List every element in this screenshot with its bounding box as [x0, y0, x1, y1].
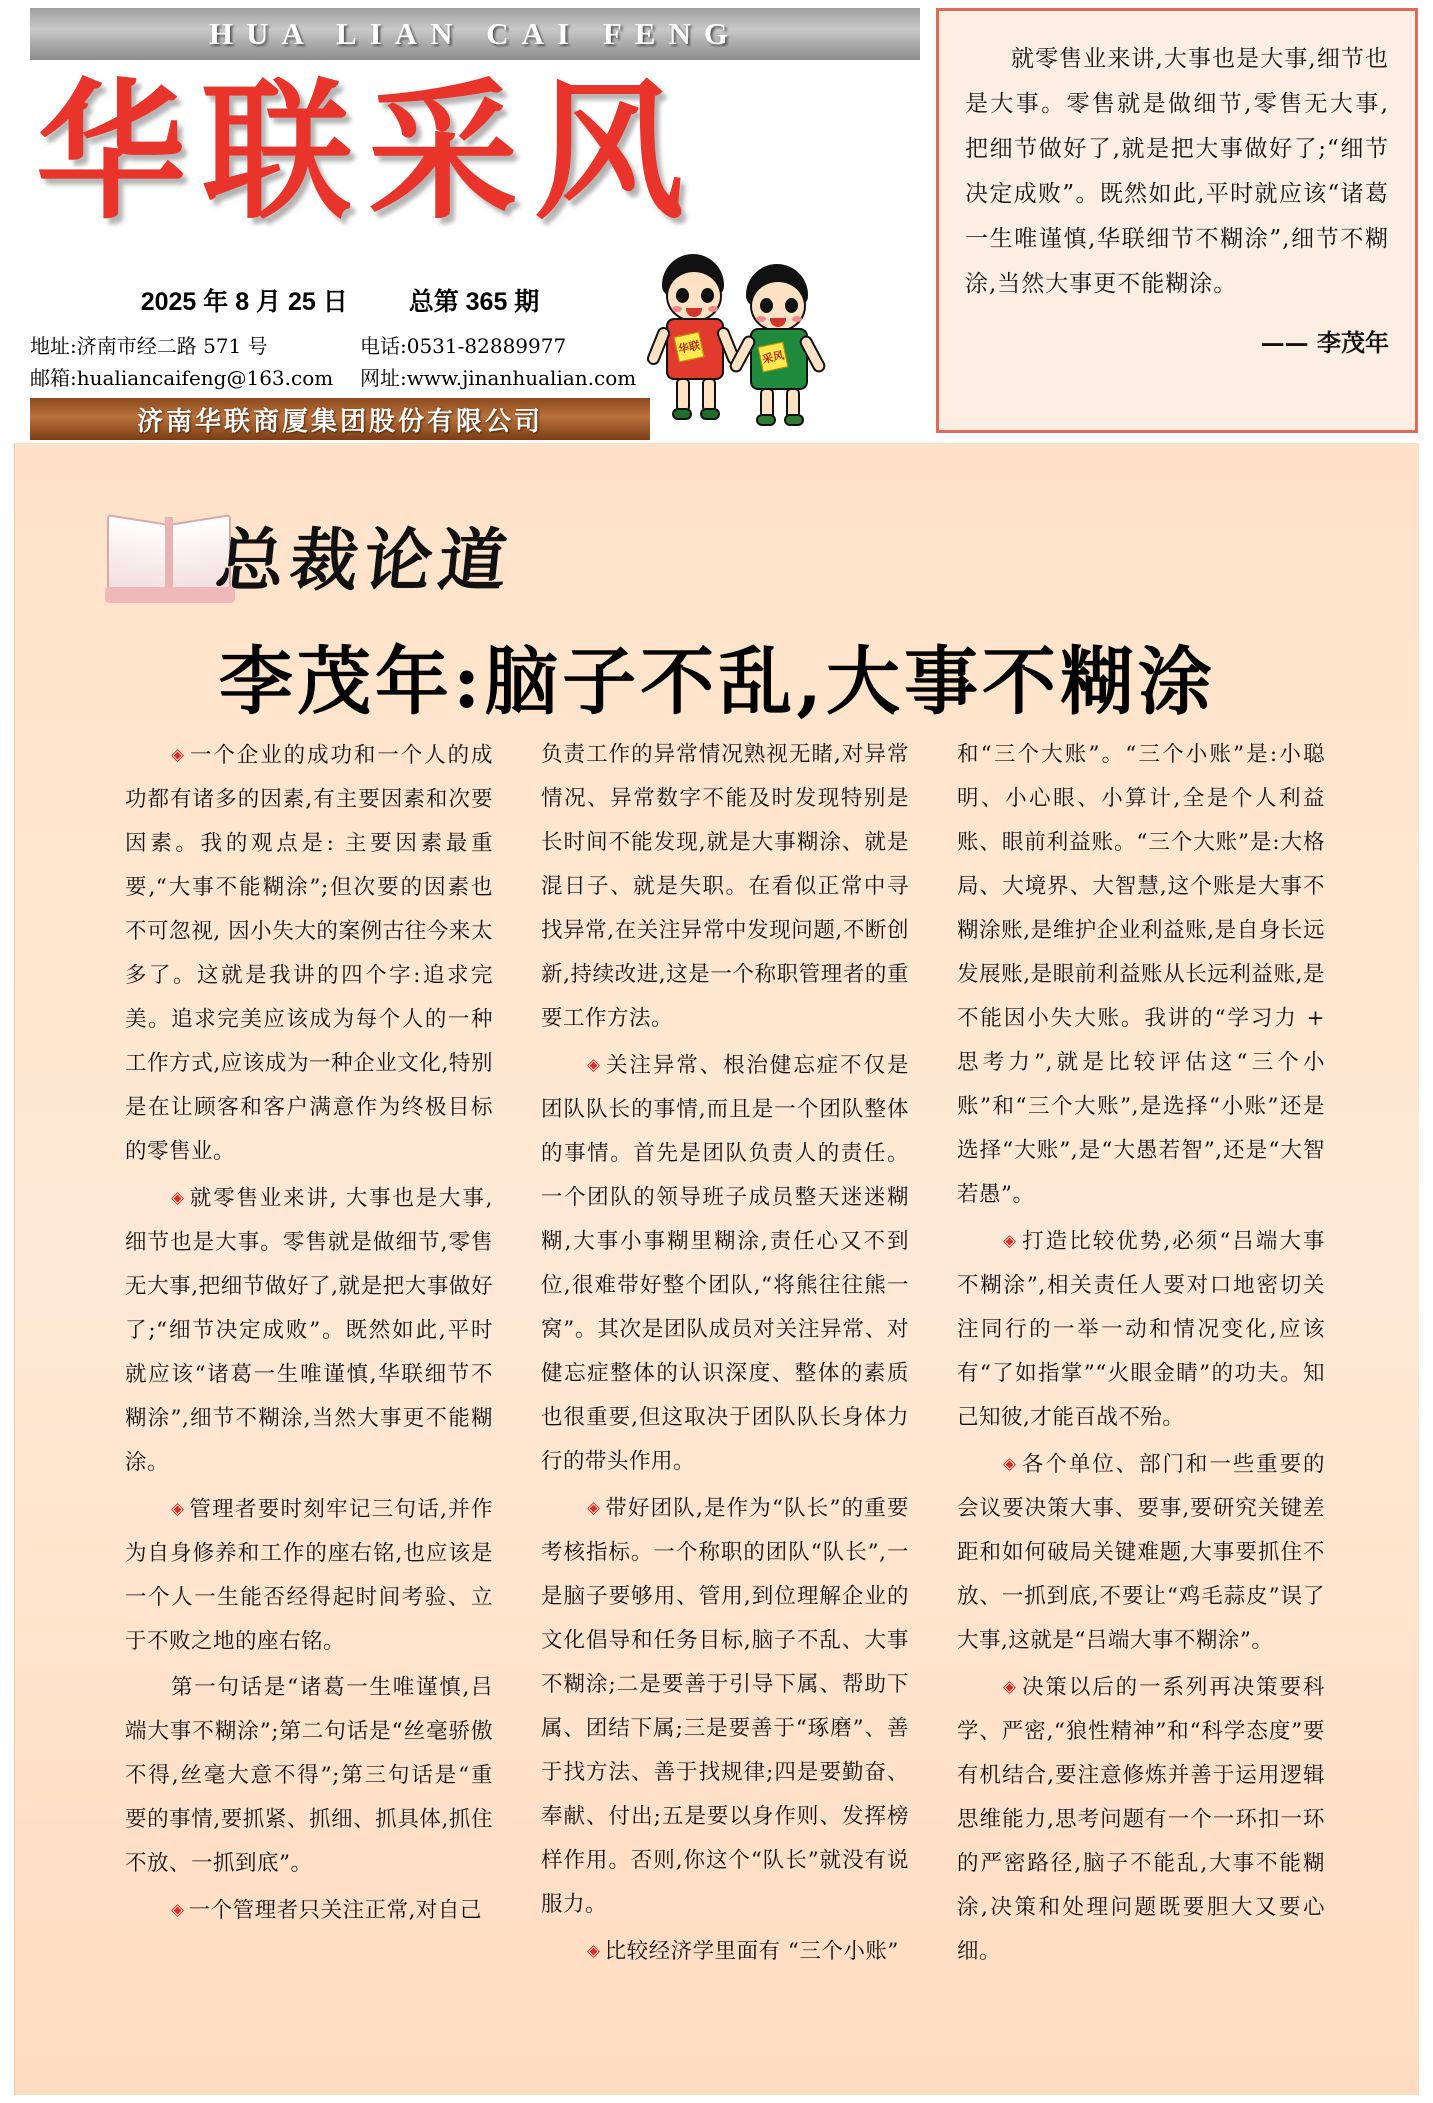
paragraph — [541, 1486, 909, 1927]
paragraph — [125, 1176, 493, 1485]
mascot-left-icon — [648, 252, 743, 440]
paragraph — [957, 1665, 1325, 1974]
diamond-bullet-icon: ◈ — [1003, 1231, 1017, 1251]
paragraph-text: 一个企业的成功和一个人的成功都有诸多的因素,有主要因素和次要因素。我的观点是: 主要因素最重要,“大事不能糊涂”;但次要的因素也不可忽视, 因小失大的案例古往今来太多了。这就是我讲的四个字:追求完美。追求完美应该成为每个人的一种工作方式,应该成为一种企业文化,特别是在让顾客和客户满意作为终极目标的零售业。 — [125, 743, 493, 1164]
diamond-bullet-icon: ◈ — [171, 745, 185, 765]
masthead-company-name: 济南华联商厦集团股份有限公司 — [136, 406, 543, 437]
masthead-company-bar — [30, 398, 650, 440]
pull-quote-box — [936, 8, 1418, 433]
paragraph-text: 比较经济学里面有 “三个小账” — [604, 1939, 899, 1964]
paragraph — [125, 1888, 493, 1933]
paragraph — [957, 733, 1325, 1217]
paragraph-text: 负责工作的异常情况熟视无睹,对异常情况、异常数字不能及时发现特别是长时间不能发现,就是大事糊涂、就是混日子、就是失职。在看似正常中寻找异常,在关注异常中发现问题,不断创新,持续改进,这是一个称职管理者的重要工作方法。 — [541, 742, 909, 1031]
masthead-email: 邮箱:hualiancaifeng@163.com — [30, 366, 334, 390]
masthead-website[interactable]: 网址:www.jinanhualian.com — [360, 366, 637, 390]
paragraph-text: 带好团队,是作为“队长”的重要考核指标。一个称职的团队“队长”,一是脑子要够用、管用,到位理解企业的文化倡导和任务目标,脑子不乱、大事不糊涂;二是要善于引导下属、帮助下属、团结下属;三是要善于“琢磨”、善于找方法、善于找规律;四是要勤奋、奉献、付出;五是要以身作则、发挥榜样作用。否则,你这个“队长”就没有说服力。 — [541, 1496, 909, 1917]
diamond-bullet-icon: ◈ — [587, 1055, 601, 1075]
article-columns — [125, 733, 1325, 2073]
masthead-address: 地址:济南市经二路 571 号 — [30, 334, 268, 358]
mascot-right-badge: 采风 — [758, 342, 789, 373]
diamond-bullet-icon: ◈ — [171, 1900, 185, 1920]
page-footer-space — [0, 2095, 1433, 2103]
section-title: 总裁论道 — [212, 521, 517, 601]
diamond-bullet-icon: ◈ — [587, 1941, 601, 1961]
article-body — [14, 443, 1419, 2095]
paragraph — [957, 1219, 1325, 1440]
paragraph — [541, 1043, 909, 1484]
masthead-pinyin-text: HUA LIAN CAI FENG — [209, 16, 741, 51]
paragraph-text: 决策以后的一系列再决策要科学、严密,“狼性精神”和“科学态度”要有机结合,要注意修炼并善于运用逻辑思维能力,思考问题有一个一环扣一环的严密路径,脑子不能乱,大事不能糊涂,决策和处理问题既要胆大又要心细。 — [957, 1675, 1325, 1964]
diamond-bullet-icon: ◈ — [1003, 1677, 1017, 1697]
pull-quote-author: —— 李茂年 — [1260, 328, 1389, 357]
masthead — [0, 0, 920, 443]
paragraph-text: 和“三个大账”。“三个小账”是:小聪明、小心眼、小算计,全是个人利益账、眼前利益账。“三个大账”是:大格局、大境界、大智慧,这个账是大事不糊涂账,是维护企业利益账,是自身长远发展账,是眼前利益账从长远利益账,是不能因小失大账。我讲的“学习力 + 思考力”,就是比较评估这“三个小账”和“三个大账”,是选择“小账”还是选择“大账”,是“大愚若智”,还是“大智若愚”。 — [957, 742, 1325, 1207]
diamond-bullet-icon: ◈ — [587, 1498, 601, 1518]
paragraph — [125, 1487, 493, 1664]
paragraph-text: 关注异常、根治健忘症不仅是团队队长的事情,而且是一个团队整体的事情。首先是团队负责人的责任。一个团队的领导班子成员整天迷迷糊糊,大事小事糊里糊涂,责任心又不到位,很难带好整个团队,“将熊往往熊一窝”。其次是团队成员对关注异常、对健忘症整体的认识深度、整体的素质也很重要,但这取决于团队队长身体力行的带头作用。 — [541, 1053, 909, 1474]
paragraph-text: 管理者要时刻牢记三句话,并作为自身修养和工作的座右铭,也应该是一个人一生能否经得起时间考验、立于不败之地的座右铭。 — [125, 1497, 493, 1654]
diamond-bullet-icon: ◈ — [1003, 1454, 1017, 1474]
masthead-date-row — [30, 282, 650, 318]
mascot-right-icon — [732, 262, 827, 440]
mascot-illustration — [648, 252, 838, 440]
page-title: 李茂年:脑子不乱,大事不糊涂 — [218, 639, 1217, 725]
paragraph-text: 就零售业来讲, 大事也是大事, 细节也是大事。零售就是做细节,零售无大事,把细节做好了,就是把大事做好了;“细节决定成败”。既然如此,平时就应该“诸葛一生唯谨慎,华联细节不糊涂”,细节不糊涂,当然大事更不能糊涂。 — [125, 1186, 493, 1475]
masthead-contact-block — [30, 330, 670, 394]
mascot-left-badge: 华联 — [674, 332, 705, 363]
paragraph — [541, 733, 909, 1041]
masthead-title: 华联采风 — [36, 64, 701, 240]
paragraph-text: 第一句话是“诸葛一生唯谨慎,吕端大事不糊涂”;第二句话是“丝毫骄傲不得,丝毫大意不得”;第三句话是“重要的事情,要抓紧、抓细、抓具体,抓住不放、一抓到底”。 — [125, 1675, 493, 1876]
paragraph — [125, 1666, 493, 1886]
paragraph — [957, 1442, 1325, 1663]
diamond-bullet-icon: ◈ — [171, 1188, 185, 1208]
masthead-issue: 总第 365 期 — [408, 288, 540, 316]
paragraph — [541, 1929, 909, 1974]
paragraph-text: 打造比较优势,必须“吕端大事不糊涂”,相关责任人要对口地密切关注同行的一举一动和情况变化,应该有“了如指掌”“火眼金睛”的功夫。知己知彼,才能百战不殆。 — [957, 1229, 1325, 1430]
article-column-3 — [957, 733, 1325, 2073]
article-column-1 — [125, 733, 493, 2073]
diamond-bullet-icon: ◈ — [171, 1499, 185, 1519]
section-logo — [105, 483, 525, 613]
masthead-date: 2025 年 8 月 25 日 — [140, 288, 348, 316]
paragraph-text: 各个单位、部门和一些重要的会议要决策大事、要事,要研究关键差距和如何破局关键难题,大事要抓住不放、一抓到底,不要让“鸡毛蒜皮”误了大事,这就是“吕端大事不糊涂”。 — [957, 1452, 1325, 1653]
pull-quote-text: 就零售业来讲,大事也是大事,细节也是大事。零售就是做细节,零售无大事,把细节做好了,就是把大事做好了;“细节决定成败”。既然如此,平时就应该“诸葛一生唯谨慎,华联细节不糊涂”,细节不糊涂,当然大事更不能糊涂。 — [965, 46, 1389, 297]
article-column-2 — [541, 733, 909, 2073]
paragraph-text: 一个管理者只关注正常,对自己 — [188, 1898, 482, 1923]
masthead-phone: 电话:0531-82889977 — [360, 334, 567, 358]
paragraph — [125, 733, 493, 1174]
